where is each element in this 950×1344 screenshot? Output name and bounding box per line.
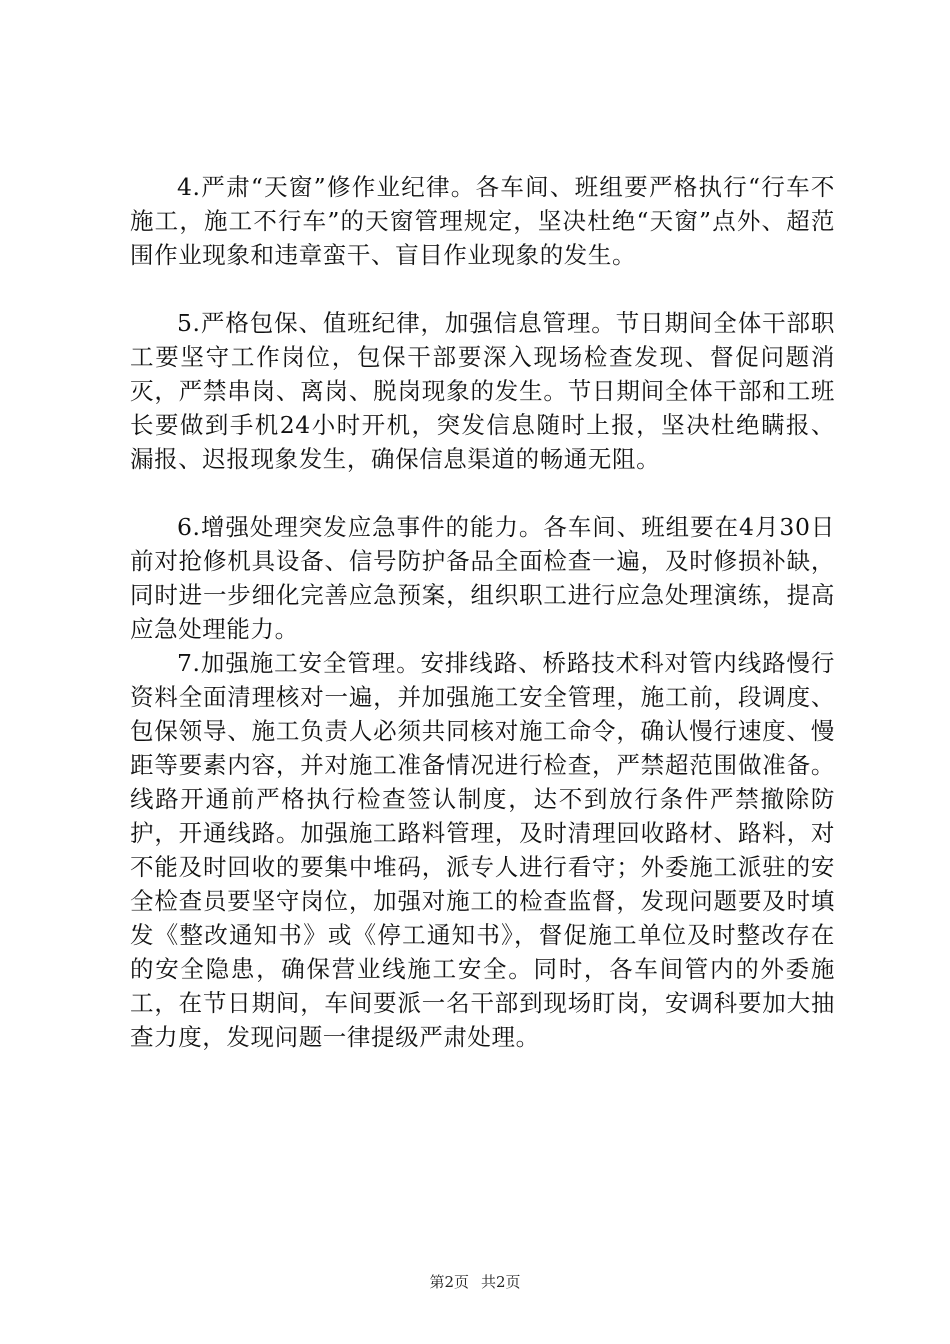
page-number-current: 第2页 xyxy=(429,1273,469,1291)
document-body xyxy=(130,170,835,1054)
page-footer xyxy=(0,1272,950,1292)
paragraph-5-duty-discipline: 5.严格包保、值班纪律，加强信息管理。节日期间全体干部职工要坚守工作岗位，包保干部要深入现场检查发现、督促问题消灭，严禁串岗、离岗、脱岗现象的发生。节日期间全体干部和工班长要做到手机24小时开机，突发信息随时上报，坚决杜绝瞒报、漏报、迟报现象发生，确保信息渠道的畅通无阻。 xyxy=(130,309,835,473)
page-number-total: 共2页 xyxy=(481,1273,521,1291)
paragraph-7-construction-safety: 7.加强施工安全管理。安排线路、桥路技术科对管内线路慢行资料全面清理核对一遍，并加强施工安全管理，施工前，段调度、包保领导、施工负责人必须共同核对施工命令，确认慢行速度、慢距等要素内容，并对施工准备情况进行检查，严禁超范围做准备。线路开通前严格执行检查签认制度，达不到放行条件严禁撤除防护，开通线路。加强施工路料管理，及时清理回收路材、路料，对不能及时回收的要集中堆码，派专人进行看守；外委施工派驻的安全检查员要坚守岗位，加强对施工的检查监督，发现问题要及时填发《整改通知书》或《停工通知书》，督促施工单位及时整改存在的安全隐患，确保营业线施工安全。同时，各车间管内的外委施工，在节日期间，车间要派一名干部到现场盯岗，安调科要加大抽查力度，发现问题一律提级严肃处理。 xyxy=(130,649,835,1051)
paragraph-4-window-discipline: 4.严肃“天窗”修作业纪律。各车间、班组要严格执行“行车不施工，施工不行车”的天窗管理规定，坚决杜绝“天窗”点外、超范围作业现象和违章蛮干、盲目作业现象的发生。 xyxy=(130,173,835,269)
paragraph-6-emergency-response: 6.增强处理突发应急事件的能力。各车间、班组要在4月30日前对抢修机具设备、信号防护备品全面检查一遍，及时修损补缺，同时进一步细化完善应急预案，组织职工进行应急处理演练，提高应急处理能力。 xyxy=(130,513,835,643)
